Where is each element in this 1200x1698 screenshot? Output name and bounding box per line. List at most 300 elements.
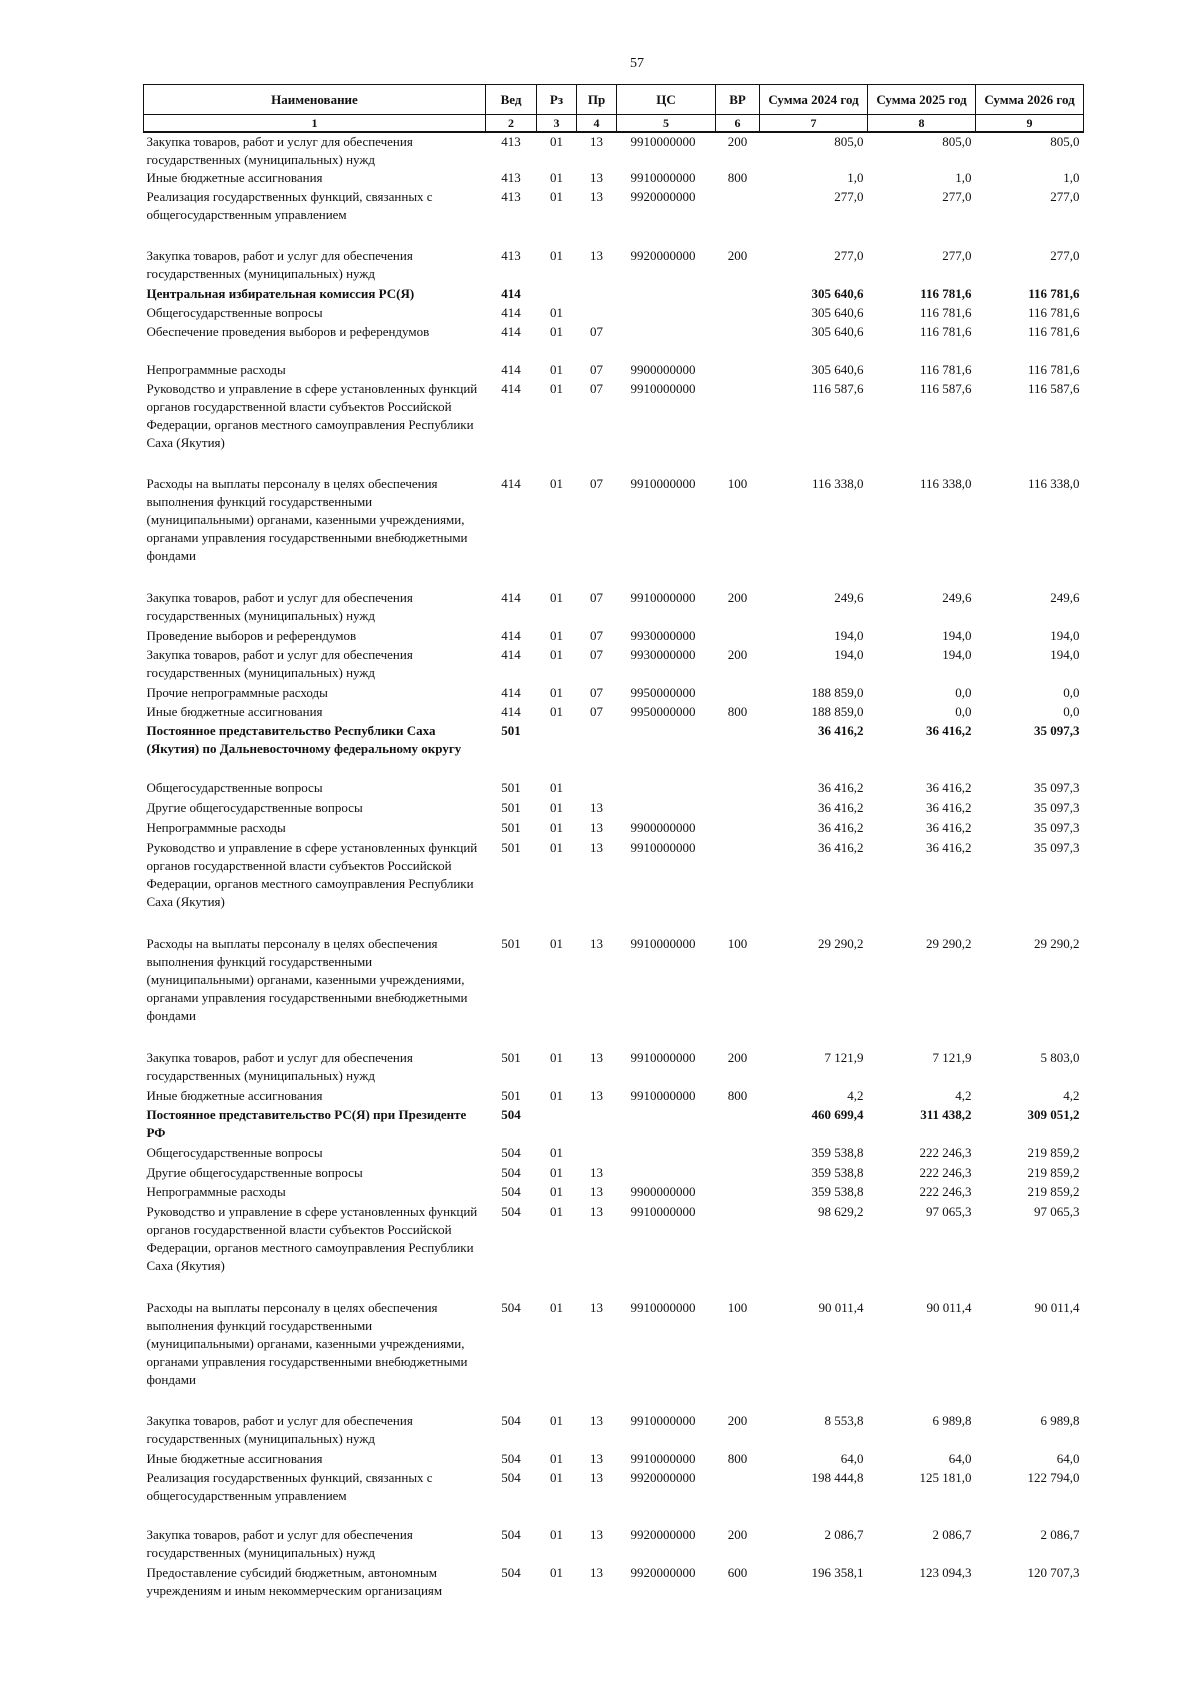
row-sum-2025: 36 416,2 <box>926 780 972 795</box>
row-sum-2025: 36 416,2 <box>926 840 972 855</box>
row-ved: 504 <box>501 1107 521 1122</box>
row-sum-2026: 116 781,6 <box>1027 362 1080 377</box>
row-cs: 9920000000 <box>630 1470 696 1485</box>
row-sum-2024: 196 358,1 <box>811 1565 864 1580</box>
row-cs <box>617 285 716 304</box>
table-row <box>144 819 1084 839</box>
row-sum-2025: 90 011,4 <box>926 1300 972 1315</box>
row-sum-2024: 305 640,6 <box>811 305 864 320</box>
row-name: Расходы на выплаты персоналу в целях обеспечения выполнения функций государственными (муниципальными) органами, казенными учреждениями, органами управления государственными внебюджетными фондами <box>146 476 468 563</box>
row-rz: 01 <box>550 1184 563 1199</box>
row-name: Руководство и управление в сфере установленных функций органов государственной власти субъектов Российской Федерации, органов местного самоуправления Республики Саха (Якутия) <box>146 1204 478 1273</box>
row-rz: 01 <box>550 1565 563 1580</box>
row-sum-2024: 64,0 <box>840 1451 864 1466</box>
row-pr: 07 <box>590 704 603 719</box>
row-sum-2026: 120 707,3 <box>1027 1565 1080 1580</box>
row-ved: 501 <box>501 840 521 855</box>
column-header-pr: Пр <box>577 85 617 115</box>
row-pr <box>577 1106 617 1144</box>
row-sum-2025: 0,0 <box>955 685 972 700</box>
row-pr: 13 <box>590 800 603 815</box>
row-ved: 504 <box>501 1300 521 1315</box>
row-name: Расходы на выплаты персоналу в целях обеспечения выполнения функций государственными (муниципальными) органами, казенными учреждениями, органами управления государственными внебюджетными фондами <box>146 1300 468 1387</box>
table-row <box>144 1087 1084 1106</box>
row-cs <box>617 722 716 779</box>
row-vr: 800 <box>727 1088 748 1103</box>
row-rz: 01 <box>550 324 563 339</box>
table-row <box>144 361 1084 380</box>
row-sum-2025: 29 290,2 <box>926 936 972 951</box>
row-rz: 01 <box>550 1527 563 1542</box>
row-vr: 800 <box>727 704 748 719</box>
row-ved: 504 <box>501 1184 521 1199</box>
row-pr <box>577 1144 617 1164</box>
column-header-ved: Вед <box>486 85 537 115</box>
row-ved: 501 <box>501 800 521 815</box>
row-sum-2024: 277,0 <box>834 248 864 263</box>
row-cs: 9950000000 <box>630 704 696 719</box>
row-sum-2024: 198 444,8 <box>811 1470 864 1485</box>
table-row <box>144 247 1084 285</box>
row-sum-2024: 194,0 <box>834 628 864 643</box>
row-pr: 13 <box>590 1527 603 1542</box>
budget-table <box>143 84 1084 1602</box>
row-pr: 13 <box>590 820 603 835</box>
row-cs: 9910000000 <box>630 1300 696 1315</box>
row-vr <box>716 304 760 323</box>
row-sum-2026: 277,0 <box>1050 189 1080 204</box>
row-sum-2026: 97 065,3 <box>1034 1204 1080 1219</box>
row-rz: 01 <box>550 1470 563 1485</box>
row-cs: 9910000000 <box>630 134 696 149</box>
row-cs: 9910000000 <box>630 476 696 491</box>
row-rz: 01 <box>550 1145 563 1160</box>
row-rz: 01 <box>550 820 563 835</box>
row-vr <box>716 1469 760 1526</box>
row-sum-2024: 116 338,0 <box>811 476 864 491</box>
row-name: Иные бюджетные ассигнования <box>146 1451 323 1466</box>
row-name: Иные бюджетные ассигнования <box>146 170 323 185</box>
table-header <box>144 85 1084 133</box>
row-name: Общегосударственные вопросы <box>146 1145 323 1160</box>
row-pr: 07 <box>590 362 603 377</box>
row-cs: 9900000000 <box>630 1184 696 1199</box>
row-ved: 504 <box>501 1565 521 1580</box>
row-rz: 01 <box>550 305 563 320</box>
row-sum-2026: 35 097,3 <box>1034 800 1080 815</box>
table-row <box>144 132 1084 169</box>
row-ved: 504 <box>501 1413 521 1428</box>
row-pr: 13 <box>590 248 603 263</box>
row-name: Расходы на выплаты персоналу в целях обеспечения выполнения функций государственными (муниципальными) органами, казенными учреждениями, органами управления государственными внебюджетными фондами <box>146 936 468 1023</box>
row-vr: 800 <box>727 170 748 185</box>
row-sum-2026: 116 338,0 <box>1027 476 1080 491</box>
column-header-sum-2026: Сумма 2026 год <box>976 85 1084 115</box>
row-cs: 9950000000 <box>630 685 696 700</box>
row-rz: 01 <box>550 840 563 855</box>
row-cs: 9910000000 <box>630 590 696 605</box>
row-name: Непрограммные расходы <box>146 362 286 377</box>
table-row <box>144 285 1084 304</box>
table-row <box>144 475 1084 589</box>
row-name: Центральная избирательная комиссия РС(Я) <box>146 286 415 301</box>
row-sum-2026: 194,0 <box>1050 647 1080 662</box>
row-vr <box>716 1183 760 1203</box>
row-name: Закупка товаров, работ и услуг для обеспечения государственных (муниципальных) нужд <box>146 1527 413 1560</box>
row-sum-2024: 305 640,6 <box>811 286 864 301</box>
row-sum-2024: 359 538,8 <box>811 1145 864 1160</box>
row-pr <box>577 722 617 779</box>
row-vr: 200 <box>727 1413 748 1428</box>
row-pr: 13 <box>590 134 603 149</box>
table-row <box>144 1164 1084 1183</box>
row-cs: 9910000000 <box>630 840 696 855</box>
row-ved: 414 <box>501 685 521 700</box>
row-cs: 9920000000 <box>630 1527 696 1542</box>
row-pr: 13 <box>590 1470 603 1485</box>
row-pr: 07 <box>590 647 603 662</box>
row-sum-2025: 7 121,9 <box>932 1050 972 1065</box>
row-pr: 13 <box>590 170 603 185</box>
column-header-name: Наименование <box>144 85 486 115</box>
row-cs <box>617 304 716 323</box>
row-pr: 07 <box>590 590 603 605</box>
row-sum-2025: 116 781,6 <box>920 286 972 301</box>
table-row <box>144 684 1084 703</box>
row-name: Закупка товаров, работ и услуг для обеспечения государственных (муниципальных) нужд <box>146 134 413 167</box>
row-vr <box>716 799 760 819</box>
table-row <box>144 722 1084 779</box>
row-sum-2025: 805,0 <box>942 134 972 149</box>
row-sum-2025: 116 781,6 <box>919 305 972 320</box>
row-rz: 01 <box>550 1451 563 1466</box>
row-name: Закупка товаров, работ и услуг для обеспечения государственных (муниципальных) нужд <box>146 248 413 281</box>
row-pr: 07 <box>590 685 603 700</box>
row-name: Иные бюджетные ассигнования <box>146 704 323 719</box>
row-ved: 414 <box>501 362 521 377</box>
row-sum-2025: 36 416,2 <box>926 800 972 815</box>
row-sum-2025: 249,6 <box>942 590 972 605</box>
row-sum-2025: 1,0 <box>955 170 972 185</box>
row-rz: 01 <box>550 381 563 396</box>
row-cs <box>617 779 716 799</box>
row-sum-2025: 222 246,3 <box>919 1165 972 1180</box>
row-sum-2026: 0,0 <box>1063 704 1080 719</box>
row-rz: 01 <box>550 1300 563 1315</box>
row-sum-2026: 4,2 <box>1063 1088 1080 1103</box>
row-ved: 414 <box>501 286 521 301</box>
table-row <box>144 1144 1084 1164</box>
row-sum-2026: 805,0 <box>1050 134 1080 149</box>
row-cs: 9910000000 <box>630 1088 696 1103</box>
row-rz: 01 <box>550 248 563 263</box>
row-pr: 07 <box>590 381 603 396</box>
row-cs: 9930000000 <box>630 647 696 662</box>
row-rz: 01 <box>550 1413 563 1428</box>
row-name: Постоянное представительство Республики Саха (Якутия) по Дальневосточному федеральному округу <box>146 723 462 756</box>
table-row <box>144 703 1084 722</box>
row-vr <box>716 1106 760 1144</box>
row-rz: 01 <box>550 476 563 491</box>
row-vr <box>716 1203 760 1299</box>
row-pr: 13 <box>590 1050 603 1065</box>
row-ved: 413 <box>501 189 521 204</box>
row-vr: 100 <box>727 936 748 951</box>
row-name: Руководство и управление в сфере установленных функций органов государственной власти субъектов Российской Федерации, органов местного самоуправления Республики Саха (Якутия) <box>146 840 478 909</box>
column-number: 5 <box>617 115 716 133</box>
row-sum-2025: 194,0 <box>942 628 972 643</box>
row-cs: 9910000000 <box>630 170 696 185</box>
row-sum-2026: 35 097,3 <box>1034 820 1080 835</box>
row-sum-2025: 194,0 <box>942 647 972 662</box>
column-number: 2 <box>486 115 537 133</box>
row-name: Общегосударственные вопросы <box>146 780 323 795</box>
row-rz: 01 <box>550 590 563 605</box>
row-vr <box>716 684 760 703</box>
row-vr <box>716 1144 760 1164</box>
column-header-rz: Рз <box>537 85 577 115</box>
column-number: 6 <box>716 115 760 133</box>
row-ved: 414 <box>501 647 521 662</box>
row-vr <box>716 188 760 247</box>
row-sum-2025: 4,2 <box>955 1088 972 1103</box>
row-sum-2025: 2 086,7 <box>932 1527 972 1542</box>
row-vr <box>716 722 760 779</box>
row-ved: 414 <box>501 305 521 320</box>
row-sum-2026: 35 097,3 <box>1034 780 1080 795</box>
row-sum-2024: 29 290,2 <box>818 936 864 951</box>
row-ved: 504 <box>501 1470 521 1485</box>
row-cs: 9910000000 <box>630 1413 696 1428</box>
row-cs <box>617 323 716 361</box>
row-sum-2025: 116 781,6 <box>919 362 972 377</box>
row-rz: 01 <box>550 189 563 204</box>
row-cs: 9900000000 <box>630 362 696 377</box>
row-ved: 504 <box>501 1165 521 1180</box>
row-sum-2024: 305 640,6 <box>811 324 864 339</box>
row-ved: 413 <box>501 134 521 149</box>
row-name: Непрограммные расходы <box>146 1184 286 1199</box>
row-sum-2025: 311 438,2 <box>920 1107 972 1122</box>
table-row <box>144 935 1084 1049</box>
row-name: Прочие непрограммные расходы <box>146 685 328 700</box>
row-sum-2026: 194,0 <box>1050 628 1080 643</box>
column-number: 4 <box>577 115 617 133</box>
row-ved: 501 <box>501 936 521 951</box>
row-sum-2025: 123 094,3 <box>919 1565 972 1580</box>
row-ved: 414 <box>501 381 521 396</box>
row-sum-2024: 1,0 <box>847 170 864 185</box>
row-vr <box>716 1164 760 1183</box>
row-name: Обеспечение проведения выборов и референдумов <box>146 324 430 339</box>
row-vr: 100 <box>727 1300 748 1315</box>
row-ved: 414 <box>501 590 521 605</box>
row-pr: 13 <box>590 1184 603 1199</box>
row-vr: 100 <box>727 476 748 491</box>
row-vr <box>716 380 760 475</box>
column-number: 7 <box>760 115 868 133</box>
row-pr: 13 <box>590 1088 603 1103</box>
row-ved: 501 <box>501 820 521 835</box>
row-sum-2025: 222 246,3 <box>919 1184 972 1199</box>
row-vr: 200 <box>727 134 748 149</box>
row-sum-2024: 188 859,0 <box>811 704 864 719</box>
row-sum-2024: 36 416,2 <box>818 780 864 795</box>
row-rz: 01 <box>550 1165 563 1180</box>
row-sum-2024: 249,6 <box>834 590 864 605</box>
row-rz: 01 <box>550 704 563 719</box>
row-sum-2025: 116 338,0 <box>919 476 972 491</box>
row-sum-2026: 116 781,6 <box>1028 286 1080 301</box>
column-header-cs: ЦС <box>617 85 716 115</box>
row-name: Общегосударственные вопросы <box>146 305 323 320</box>
row-name: Реализация государственных функций, связанных с общегосударственным управлением <box>146 189 433 222</box>
table-row <box>144 188 1084 247</box>
row-sum-2025: 116 781,6 <box>919 324 972 339</box>
row-cs: 9910000000 <box>630 1204 696 1219</box>
row-sum-2024: 116 587,6 <box>811 381 864 396</box>
row-cs: 9920000000 <box>630 189 696 204</box>
row-vr: 200 <box>727 248 748 263</box>
row-pr: 13 <box>590 1413 603 1428</box>
row-sum-2025: 36 416,2 <box>926 820 972 835</box>
row-sum-2025: 64,0 <box>948 1451 972 1466</box>
row-sum-2025: 6 989,8 <box>932 1413 972 1428</box>
row-name: Закупка товаров, работ и услуг для обеспечения государственных (муниципальных) нужд <box>146 1413 413 1446</box>
row-sum-2024: 36 416,2 <box>818 800 864 815</box>
row-sum-2026: 116 781,6 <box>1027 324 1080 339</box>
row-ved: 501 <box>501 1050 521 1065</box>
table-row <box>144 779 1084 799</box>
row-sum-2025: 222 246,3 <box>919 1145 972 1160</box>
row-name: Непрограммные расходы <box>146 820 286 835</box>
row-sum-2025: 125 181,0 <box>919 1470 972 1485</box>
row-cs: 9910000000 <box>630 1050 696 1065</box>
table-row <box>144 1450 1084 1469</box>
row-pr <box>577 304 617 323</box>
row-name: Другие общегосударственные вопросы <box>146 1165 363 1180</box>
row-ved: 501 <box>501 1088 521 1103</box>
row-sum-2026: 2 086,7 <box>1040 1527 1080 1542</box>
row-ved: 413 <box>501 170 521 185</box>
row-sum-2026: 35 097,3 <box>1034 723 1080 738</box>
row-name: Другие общегосударственные вопросы <box>146 800 363 815</box>
row-sum-2024: 7 121,9 <box>824 1050 864 1065</box>
row-vr: 800 <box>727 1451 748 1466</box>
table-row <box>144 646 1084 684</box>
column-number: 3 <box>537 115 577 133</box>
row-rz: 01 <box>550 628 563 643</box>
row-pr: 13 <box>590 1451 603 1466</box>
row-pr: 13 <box>590 189 603 204</box>
row-sum-2024: 36 416,2 <box>818 840 864 855</box>
row-name: Предоставление субсидий бюджетным, автономным учреждениям и иным некоммерческим организациям <box>146 1565 443 1598</box>
row-ved: 414 <box>501 476 521 491</box>
row-name: Закупка товаров, работ и услуг для обеспечения государственных (муниципальных) нужд <box>146 590 413 623</box>
row-sum-2026: 219 859,2 <box>1027 1184 1080 1199</box>
row-sum-2026: 122 794,0 <box>1027 1470 1080 1485</box>
row-rz: 01 <box>550 170 563 185</box>
row-name: Закупка товаров, работ и услуг для обеспечения государственных (муниципальных) нужд <box>146 1050 413 1083</box>
table-row <box>144 380 1084 475</box>
table-row <box>144 304 1084 323</box>
row-name: Иные бюджетные ассигнования <box>146 1088 323 1103</box>
row-sum-2026: 0,0 <box>1063 685 1080 700</box>
column-number: 8 <box>868 115 976 133</box>
row-pr: 13 <box>590 1300 603 1315</box>
row-cs <box>617 1144 716 1164</box>
row-vr <box>716 285 760 304</box>
table-row <box>144 169 1084 188</box>
row-sum-2026: 219 859,2 <box>1027 1165 1080 1180</box>
column-header-vr: ВР <box>716 85 760 115</box>
table-row <box>144 1299 1084 1412</box>
row-vr: 600 <box>727 1565 748 1580</box>
row-sum-2024: 194,0 <box>834 647 864 662</box>
row-sum-2024: 36 416,2 <box>818 820 864 835</box>
row-rz: 01 <box>550 1088 563 1103</box>
row-rz: 01 <box>550 685 563 700</box>
row-ved: 501 <box>501 723 521 738</box>
row-sum-2024: 460 699,4 <box>811 1107 864 1122</box>
row-rz: 01 <box>550 647 563 662</box>
row-sum-2025: 277,0 <box>942 189 972 204</box>
table-body <box>144 132 1084 1602</box>
row-vr <box>716 627 760 646</box>
table-row <box>144 799 1084 819</box>
row-ved: 501 <box>501 780 521 795</box>
row-rz: 01 <box>550 780 563 795</box>
row-pr: 13 <box>590 1565 603 1580</box>
row-cs: 9900000000 <box>630 820 696 835</box>
row-sum-2024: 359 538,8 <box>811 1184 864 1199</box>
row-rz: 01 <box>550 1204 563 1219</box>
table-row <box>144 627 1084 646</box>
row-rz: 01 <box>550 1050 563 1065</box>
row-ved: 414 <box>501 628 521 643</box>
row-pr <box>577 285 617 304</box>
row-rz: 01 <box>550 800 563 815</box>
row-ved: 504 <box>501 1145 521 1160</box>
row-rz <box>537 285 577 304</box>
row-sum-2026: 64,0 <box>1056 1451 1080 1466</box>
row-cs: 9910000000 <box>630 1451 696 1466</box>
table-row <box>144 1049 1084 1087</box>
row-cs <box>617 799 716 819</box>
row-pr: 07 <box>590 628 603 643</box>
row-rz <box>537 1106 577 1144</box>
row-sum-2025: 36 416,2 <box>926 723 972 738</box>
row-sum-2026: 35 097,3 <box>1034 840 1080 855</box>
row-vr <box>716 839 760 935</box>
row-cs: 9920000000 <box>630 248 696 263</box>
row-sum-2024: 277,0 <box>834 189 864 204</box>
table-row <box>144 839 1084 935</box>
table-row <box>144 1412 1084 1450</box>
table-row <box>144 323 1084 361</box>
row-rz: 01 <box>550 134 563 149</box>
table-row <box>144 1526 1084 1564</box>
row-sum-2025: 97 065,3 <box>926 1204 972 1219</box>
column-number: 1 <box>144 115 486 133</box>
row-name: Проведение выборов и референдумов <box>146 628 357 643</box>
row-sum-2024: 98 629,2 <box>818 1204 864 1219</box>
row-sum-2026: 219 859,2 <box>1027 1145 1080 1160</box>
row-cs <box>617 1164 716 1183</box>
row-name: Закупка товаров, работ и услуг для обеспечения государственных (муниципальных) нужд <box>146 647 413 680</box>
row-sum-2026: 116 587,6 <box>1027 381 1080 396</box>
row-sum-2024: 4,2 <box>847 1088 864 1103</box>
